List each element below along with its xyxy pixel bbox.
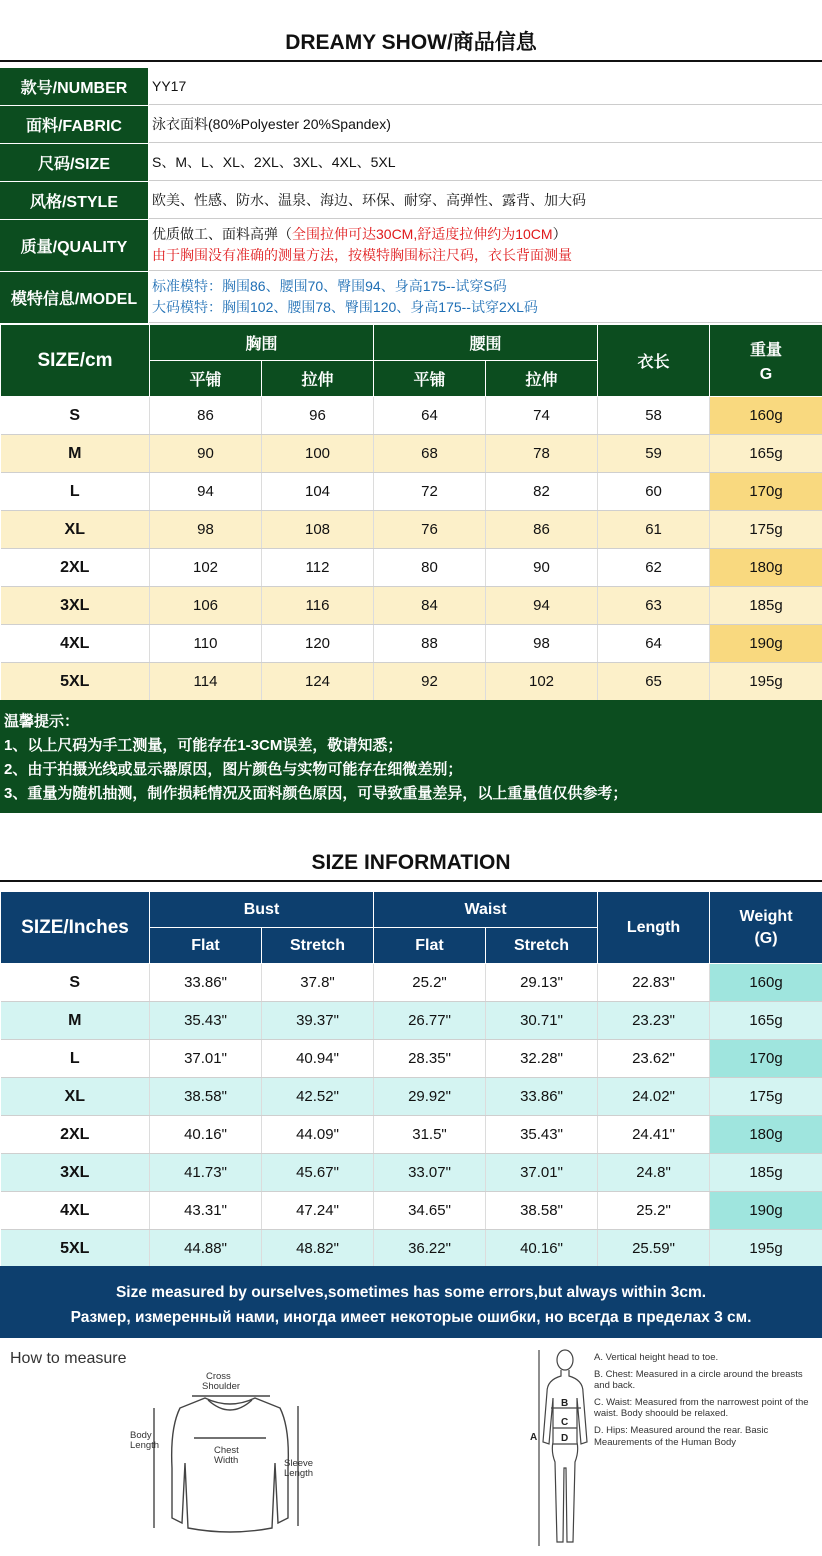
- bust-stretch-cell: 42.52": [262, 1078, 374, 1116]
- legend-item: D. Hips: Measured around the rear. Basic Meaurements of the Human Body: [594, 1424, 769, 1448]
- info-row-fabric: [0, 106, 822, 144]
- weight-header: Weight (G): [710, 892, 822, 964]
- legend-item: B. Chest: Measured in a circle around the breasts and back.: [594, 1368, 803, 1392]
- table-row: [1, 1116, 822, 1154]
- body-outline: [543, 1370, 587, 1542]
- info-value: S、M、L、XL、2XL、3XL、4XL、5XL: [149, 144, 822, 181]
- cross-shoulder-label: Cross: [206, 1371, 231, 1382]
- size-cell: 5XL: [1, 1230, 150, 1268]
- size-cell: 4XL: [1, 625, 150, 663]
- label-d: D: [561, 1433, 569, 1444]
- info-label: 质量/QUALITY: [0, 220, 149, 271]
- weight-cell: 180g: [710, 1116, 822, 1154]
- waist-flat-cell: 64: [374, 397, 486, 435]
- table-row: [1, 1154, 822, 1192]
- info-value: 泳衣面料(80%Polyester 20%Spandex): [149, 106, 822, 143]
- table-row: [1, 511, 822, 549]
- bust-stretch-cell: 104: [262, 473, 374, 511]
- weight-cell: 170g: [710, 473, 822, 511]
- note-line: 3、重量为随机抽测，制作损耗情况及面料颜色原因，可导致重量差异，以上重量值仅供参考；: [4, 785, 628, 802]
- title-divider: [0, 880, 822, 882]
- how-to-measure-section: [0, 1340, 822, 1556]
- length-cell: 63: [598, 587, 710, 625]
- note-line: 2、由于拍摄光线或显示器原因，图片颜色与实物可能存在细微差别；: [4, 761, 463, 778]
- flat-header: 平铺: [150, 361, 262, 397]
- size-cell: 4XL: [1, 1192, 150, 1230]
- page-title: DREAMY SHOW/商品信息: [285, 31, 537, 54]
- waist-stretch-cell: 35.43": [486, 1116, 598, 1154]
- waist-flat-cell: 34.65": [374, 1192, 486, 1230]
- size-cell: 5XL: [1, 663, 150, 701]
- bust-flat-cell: 102: [150, 549, 262, 587]
- stretch-header: 拉伸: [262, 361, 374, 397]
- size-header: SIZE/Inches: [1, 892, 150, 964]
- svg-text:Shoulder: Shoulder: [202, 1381, 241, 1392]
- info-label: 款号/NUMBER: [0, 68, 149, 105]
- table-row: [1, 473, 822, 511]
- bust-flat-cell: 86: [150, 397, 262, 435]
- bust-flat-cell: 33.86": [150, 964, 262, 1002]
- size-inch-table: [0, 891, 822, 1268]
- bust-stretch-cell: 44.09": [262, 1116, 374, 1154]
- waist-flat-cell: 68: [374, 435, 486, 473]
- info-value: 欧美、性感、防水、温泉、海边、环保、耐穿、高弹性、露背、加大码: [149, 182, 822, 219]
- waist-stretch-cell: 98: [486, 625, 598, 663]
- size-cell: M: [1, 435, 150, 473]
- waist-flat-cell: 84: [374, 587, 486, 625]
- size-cell: M: [1, 1002, 150, 1040]
- size-info-title: SIZE INFORMATION: [311, 851, 511, 874]
- bust-stretch-cell: 116: [262, 587, 374, 625]
- bust-flat-cell: 44.88": [150, 1230, 262, 1268]
- length-cell: 23.23": [598, 1002, 710, 1040]
- bust-flat-cell: 38.58": [150, 1078, 262, 1116]
- svg-text:Width: Width: [214, 1455, 239, 1466]
- weight-cell: 180g: [710, 549, 822, 587]
- bust-flat-cell: 43.31": [150, 1192, 262, 1230]
- info-row-model: [0, 272, 822, 324]
- flat-header: 平铺: [374, 361, 486, 397]
- length-cell: 58: [598, 397, 710, 435]
- stretch-header: 拉伸: [486, 361, 598, 397]
- waist-header: Waist: [374, 892, 598, 928]
- bust-header: Bust: [150, 892, 374, 928]
- waist-stretch-cell: 38.58": [486, 1192, 598, 1230]
- bust-stretch-cell: 37.8": [262, 964, 374, 1002]
- length-cell: 24.41": [598, 1116, 710, 1154]
- note-line: 1、以上尺码为手工测量，可能存在1-3CM误差，敬请知悉；: [4, 737, 403, 754]
- size-cell: XL: [1, 511, 150, 549]
- size-cm-table: [0, 324, 822, 701]
- waist-flat-cell: 88: [374, 625, 486, 663]
- notes-box: [0, 700, 822, 813]
- length-cell: 60: [598, 473, 710, 511]
- flat-header: Flat: [374, 928, 486, 964]
- waist-flat-cell: 36.22": [374, 1230, 486, 1268]
- bust-flat-cell: 110: [150, 625, 262, 663]
- length-header: Length: [598, 892, 710, 964]
- weight-cell: 175g: [710, 1078, 822, 1116]
- weight-cell: 190g: [710, 625, 822, 663]
- product-info-table: [0, 68, 822, 324]
- table-row: [1, 1192, 822, 1230]
- bust-header: 胸围: [150, 325, 374, 361]
- waist-flat-cell: 28.35": [374, 1040, 486, 1078]
- table-row: [1, 1078, 822, 1116]
- waist-stretch-cell: 74: [486, 397, 598, 435]
- length-cell: 61: [598, 511, 710, 549]
- shirt-diagram: [130, 1368, 330, 1552]
- waist-flat-cell: 33.07": [374, 1154, 486, 1192]
- waist-flat-cell: 29.92": [374, 1078, 486, 1116]
- length-cell: 25.59": [598, 1230, 710, 1268]
- waist-flat-cell: 80: [374, 549, 486, 587]
- waist-flat-cell: 25.2": [374, 964, 486, 1002]
- waist-flat-cell: 76: [374, 511, 486, 549]
- bust-stretch-cell: 45.67": [262, 1154, 374, 1192]
- weight-cell: 195g: [710, 663, 822, 701]
- table-row: [1, 549, 822, 587]
- stretch-header: Stretch: [486, 928, 598, 964]
- weight-cell: 165g: [710, 1002, 822, 1040]
- waist-stretch-cell: 102: [486, 663, 598, 701]
- table-row: [1, 1230, 822, 1268]
- length-cell: 25.2": [598, 1192, 710, 1230]
- size-cell: S: [1, 964, 150, 1002]
- length-cell: 64: [598, 625, 710, 663]
- body-length-label: Body: [130, 1430, 152, 1441]
- bust-stretch-cell: 108: [262, 511, 374, 549]
- info-label: 模特信息/MODEL: [0, 272, 149, 323]
- table-row: [1, 1002, 822, 1040]
- table-row: [1, 625, 822, 663]
- size-header: SIZE/cm: [1, 325, 150, 397]
- weight-cell: 185g: [710, 1154, 822, 1192]
- svg-text:Length: Length: [284, 1468, 314, 1479]
- table-row: [1, 964, 822, 1002]
- table-row: [1, 397, 822, 435]
- waist-stretch-cell: 78: [486, 435, 598, 473]
- waist-flat-cell: 31.5": [374, 1116, 486, 1154]
- weight-cell: 185g: [710, 587, 822, 625]
- svg-text:Length: Length: [130, 1440, 160, 1451]
- label-a: A: [530, 1432, 538, 1443]
- weight-cell: 170g: [710, 1040, 822, 1078]
- bust-stretch-cell: 100: [262, 435, 374, 473]
- bust-flat-cell: 37.01": [150, 1040, 262, 1078]
- waist-stretch-cell: 94: [486, 587, 598, 625]
- body-diagram: [525, 1346, 595, 1554]
- head-outline: [557, 1350, 573, 1370]
- waist-stretch-cell: 90: [486, 549, 598, 587]
- weight-cell: 160g: [710, 964, 822, 1002]
- legend-item: C. Waist: Measured from the narrowest point of the waist. Body shoould be relaxed.: [594, 1396, 809, 1420]
- table-row: [1, 587, 822, 625]
- waist-stretch-cell: 82: [486, 473, 598, 511]
- weight-cell: 195g: [710, 1230, 822, 1268]
- length-cell: 23.62": [598, 1040, 710, 1078]
- waist-flat-cell: 92: [374, 663, 486, 701]
- info-value: 优质做工、面料高弹（全围拉伸可达30CM,舒适度拉伸约为10CM） 由于胸围没有准确的测量方法，按模特胸围标注尺码，衣长背面测量: [149, 220, 822, 271]
- waist-stretch-cell: 29.13": [486, 964, 598, 1002]
- size-cell: 3XL: [1, 1154, 150, 1192]
- info-label: 尺码/SIZE: [0, 144, 149, 181]
- length-cell: 62: [598, 549, 710, 587]
- table-row: [1, 1040, 822, 1078]
- info-label: 风格/STYLE: [0, 182, 149, 219]
- label-b: B: [561, 1398, 569, 1409]
- waist-stretch-cell: 40.16": [486, 1230, 598, 1268]
- table-row: [1, 663, 822, 701]
- bust-flat-cell: 94: [150, 473, 262, 511]
- bust-flat-cell: 114: [150, 663, 262, 701]
- measurement-note-banner: [0, 1266, 822, 1338]
- info-row-number: [0, 68, 822, 106]
- bust-flat-cell: 98: [150, 511, 262, 549]
- waist-stretch-cell: 30.71": [486, 1002, 598, 1040]
- length-cell: 24.8": [598, 1154, 710, 1192]
- waist-flat-cell: 72: [374, 473, 486, 511]
- size-cell: L: [1, 473, 150, 511]
- size-cell: 3XL: [1, 587, 150, 625]
- stretch-header: Stretch: [262, 928, 374, 964]
- waist-stretch-cell: 32.28": [486, 1040, 598, 1078]
- table-row: [1, 435, 822, 473]
- size-cell: 2XL: [1, 549, 150, 587]
- flat-header: Flat: [150, 928, 262, 964]
- bust-stretch-cell: 40.94": [262, 1040, 374, 1078]
- waist-stretch-cell: 33.86": [486, 1078, 598, 1116]
- bust-stretch-cell: 48.82": [262, 1230, 374, 1268]
- label-c: C: [561, 1417, 569, 1428]
- bust-flat-cell: 35.43": [150, 1002, 262, 1040]
- length-cell: 24.02": [598, 1078, 710, 1116]
- info-value: YY17: [149, 68, 822, 105]
- weight-cell: 175g: [710, 511, 822, 549]
- legend-item: A. Vertical height head to toe.: [594, 1352, 719, 1363]
- length-cell: 59: [598, 435, 710, 473]
- bust-stretch-cell: 120: [262, 625, 374, 663]
- bust-stretch-cell: 39.37": [262, 1002, 374, 1040]
- info-row-size: [0, 144, 822, 182]
- length-header: 衣长: [598, 325, 710, 397]
- waist-header: 腰围: [374, 325, 598, 361]
- size-cell: S: [1, 397, 150, 435]
- waist-flat-cell: 26.77": [374, 1002, 486, 1040]
- waist-stretch-cell: 37.01": [486, 1154, 598, 1192]
- length-cell: 65: [598, 663, 710, 701]
- bust-stretch-cell: 124: [262, 663, 374, 701]
- waist-stretch-cell: 86: [486, 511, 598, 549]
- info-row-quality: [0, 220, 822, 272]
- weight-header: 重量 G: [710, 325, 822, 397]
- bust-flat-cell: 40.16": [150, 1116, 262, 1154]
- measure-legend: [594, 1352, 814, 1453]
- bust-flat-cell: 106: [150, 587, 262, 625]
- bust-stretch-cell: 47.24": [262, 1192, 374, 1230]
- banner-line-en: Size measured by ourselves,sometimes has some errors,but always within 3cm.: [115, 1284, 707, 1301]
- bust-stretch-cell: 112: [262, 549, 374, 587]
- weight-cell: 165g: [710, 435, 822, 473]
- info-value: 标准模特：胸围86、腰围70、臀围94、身高175--试穿S码 大码模特：胸围102、腰围78、臀围120、身高175--试穿2XL码: [149, 272, 822, 323]
- bust-stretch-cell: 96: [262, 397, 374, 435]
- size-cell: XL: [1, 1078, 150, 1116]
- bust-flat-cell: 90: [150, 435, 262, 473]
- sleeve-length-label: Sleeve: [284, 1458, 314, 1469]
- bust-flat-cell: 41.73": [150, 1154, 262, 1192]
- size-cell: 2XL: [1, 1116, 150, 1154]
- chest-width-label: Chest: [214, 1445, 239, 1456]
- length-cell: 22.83": [598, 964, 710, 1002]
- title-divider: [0, 60, 822, 62]
- how-to-measure-title: How to measure: [10, 1350, 127, 1367]
- weight-cell: 160g: [710, 397, 822, 435]
- banner-line-ru: Размер, измеренный нами, иногда имеет некоторые ошибки, но всегда в пределах 3 см.: [70, 1309, 752, 1326]
- info-label: 面料/FABRIC: [0, 106, 149, 143]
- size-cell: L: [1, 1040, 150, 1078]
- notes-title: 温馨提示：: [4, 713, 80, 730]
- info-row-style: [0, 182, 822, 220]
- weight-cell: 190g: [710, 1192, 822, 1230]
